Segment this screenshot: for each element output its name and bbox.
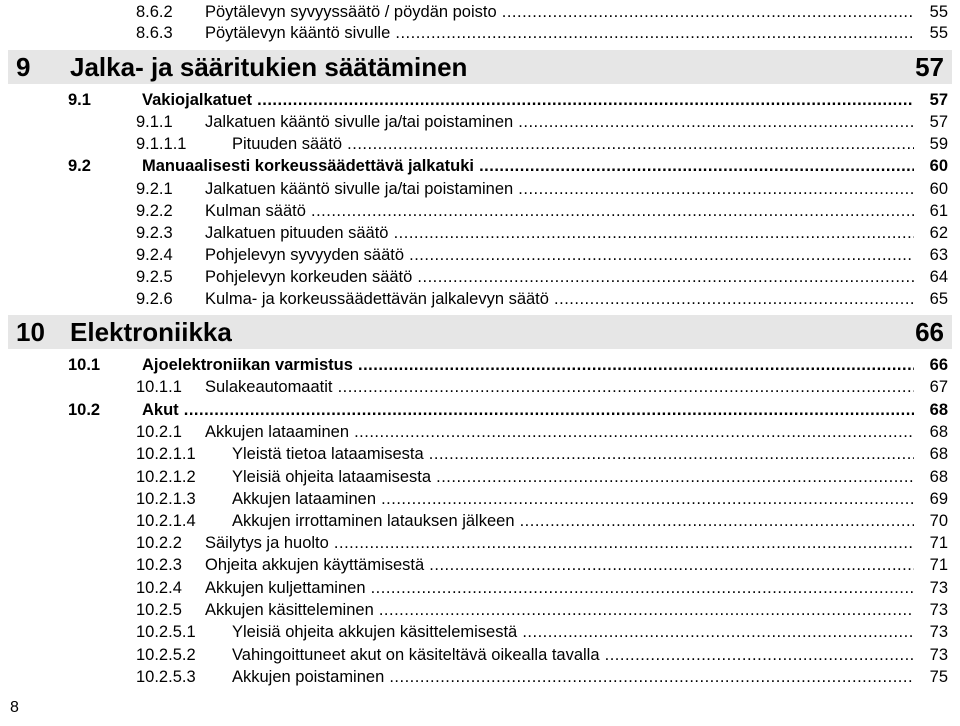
- toc-entry-number: 8.6.2: [136, 3, 173, 21]
- toc-entry: [136, 421, 948, 443]
- toc-entry-page: 64: [914, 266, 948, 288]
- toc-entry-page: 71: [914, 554, 948, 576]
- toc-entry-title: Yleistä tietoa lataamisesta .....: [232, 443, 914, 465]
- toc-entry-title: Jalkatuen pituuden säätö .....: [205, 222, 914, 244]
- toc-entry: [136, 666, 948, 688]
- toc-entry-title: Akkujen lataaminen .....: [232, 488, 914, 510]
- toc-entry-page: 73: [914, 577, 948, 599]
- toc-entry-title: Akkujen kuljettaminen .....: [205, 577, 914, 599]
- toc-entry: [136, 178, 948, 200]
- toc-entry-number: 8.6.3: [136, 24, 173, 42]
- toc-entry-page: 75: [914, 666, 948, 688]
- toc-entry-number: 9.2: [68, 157, 91, 175]
- toc-entry-page: 59: [914, 133, 948, 155]
- toc-entry-title: Jalkatuen kääntö sivulle ja/tai poistaminen .....: [205, 178, 914, 200]
- toc-entry: [136, 266, 948, 288]
- toc-entry-title: Säilytys ja huolto .....: [205, 532, 914, 554]
- toc-entry-title: Vakiojalkatuet .....: [142, 89, 914, 111]
- toc-entry-page: 73: [914, 644, 948, 666]
- chapter-page: 57: [915, 52, 944, 82]
- toc-entry-title: Vahingoittuneet akut on käsiteltävä oikealla tavalla .....: [232, 644, 914, 666]
- toc-entry: [136, 111, 948, 133]
- toc-entry-title: Pöytälevyn kääntö sivulle .....: [205, 22, 914, 44]
- chapter-title: Elektroniikka: [70, 317, 232, 347]
- toc-entry-page: 61: [914, 200, 948, 222]
- toc-entry-number: 10.2.3: [136, 556, 182, 574]
- toc-entry-page: 68: [914, 399, 948, 421]
- toc-entry: [136, 644, 948, 666]
- toc-entry-number: 10.2.5.3: [136, 668, 196, 686]
- toc-entry-number: 10.2.1.3: [136, 490, 196, 508]
- toc-entry-number: 9.1: [68, 91, 91, 109]
- toc-entry-number: 9.2.5: [136, 268, 173, 286]
- toc-entry-number: 9.2.2: [136, 202, 173, 220]
- toc-entry-page: 63: [914, 244, 948, 266]
- toc-entry-title: Jalkatuen kääntö sivulle ja/tai poistaminen .....: [205, 111, 914, 133]
- toc-entry-number: 10.2.5.2: [136, 646, 196, 664]
- chapter-title: Jalka- ja sääritukien säätäminen: [70, 52, 468, 82]
- toc-entry-page: 70: [914, 510, 948, 532]
- chapter-heading-10: [8, 315, 952, 349]
- toc-entry-title: Sulakeautomaatit .....: [205, 376, 914, 398]
- toc-entry: [136, 443, 948, 465]
- toc-entry-page: 68: [914, 443, 948, 465]
- toc-entry-page: 66: [914, 354, 948, 376]
- toc-entry-title: Akut .....: [142, 399, 914, 421]
- toc-entry-number: 10.2: [68, 401, 101, 419]
- toc-entry: [136, 22, 948, 44]
- toc-entry-title: Pituuden säätö .....: [232, 133, 914, 155]
- toc-entry-title: Akkujen käsitteleminen .....: [205, 599, 914, 621]
- toc-entry-title: Akkujen irrottaminen latauksen jälkeen .....: [232, 510, 914, 532]
- toc-entry-title: Pohjelevyn korkeuden säätö .....: [205, 266, 914, 288]
- toc-entry-number: 9.1.1: [136, 113, 173, 131]
- toc-entry: [136, 488, 948, 510]
- toc-entry-number: 10.1.1: [136, 378, 182, 396]
- toc-entry: [136, 376, 948, 398]
- toc-entry-page: 71: [914, 532, 948, 554]
- page-number: 8: [10, 699, 19, 716]
- chapter-heading-9: [8, 50, 952, 84]
- toc-entry: [136, 222, 948, 244]
- toc-entry-page: 57: [914, 89, 948, 111]
- toc-entry: [68, 155, 948, 177]
- toc-entry: [136, 200, 948, 222]
- toc-entry-page: 69: [914, 488, 948, 510]
- toc-entry-number: 10.2.5: [136, 601, 182, 619]
- toc-entry-number: 10.1: [68, 356, 101, 374]
- toc-entry-number: 9.1.1.1: [136, 135, 187, 153]
- toc-entry: [136, 510, 948, 532]
- toc-entry-page: 55: [914, 22, 948, 44]
- toc-entry-page: 68: [914, 466, 948, 488]
- toc-entry-number: 10.2.1.1: [136, 445, 196, 463]
- toc-entry-title: Yleisiä ohjeita lataamisesta .....: [232, 466, 914, 488]
- toc-entry-page: 73: [914, 621, 948, 643]
- toc-entry-number: 10.2.2: [136, 534, 182, 552]
- toc-entry: [68, 354, 948, 376]
- toc-entry: [136, 1, 948, 23]
- toc-entry-number: 10.2.1: [136, 423, 182, 441]
- toc-entry-page: 55: [914, 1, 948, 23]
- toc-entry: [136, 621, 948, 643]
- toc-entry-title: Yleisiä ohjeita akkujen käsittelemisestä .....: [232, 621, 914, 643]
- toc-entry-number: 10.2.4: [136, 579, 182, 597]
- toc-entry-title: Manuaalisesti korkeussäädettävä jalkatuki .....: [142, 155, 914, 177]
- toc-entry: [136, 554, 948, 576]
- toc-entry-title: Pohjelevyn syvyyden säätö .....: [205, 244, 914, 266]
- toc-entry-page: 57: [914, 111, 948, 133]
- toc-entry-page: 67: [914, 376, 948, 398]
- toc-entry-number: 10.2.5.1: [136, 623, 196, 641]
- toc-entry-title: Pöytälevyn syvyyssäätö / pöydän poisto .....: [205, 1, 914, 23]
- toc-entry: [136, 466, 948, 488]
- toc-entry-title: Akkujen poistaminen .....: [232, 666, 914, 688]
- toc-entry-number: 10.2.1.2: [136, 468, 196, 486]
- toc-entry: [136, 599, 948, 621]
- toc-entry-page: 60: [914, 178, 948, 200]
- toc-entry-page: 65: [914, 288, 948, 310]
- toc-entry: [136, 577, 948, 599]
- toc-entry-number: 9.2.6: [136, 290, 173, 308]
- toc-entry-title: Akkujen lataaminen .....: [205, 421, 914, 443]
- toc-entry-page: 60: [914, 155, 948, 177]
- toc-entry-number: 9.2.1: [136, 180, 173, 198]
- toc-entry-number: 9.2.3: [136, 224, 173, 242]
- chapter-number: 10: [16, 317, 45, 347]
- toc-entry-page: 73: [914, 599, 948, 621]
- toc-entry-title: Ajoelektroniikan varmistus .....: [142, 354, 914, 376]
- toc-entry: [68, 89, 948, 111]
- chapter-page: 66: [915, 317, 944, 347]
- toc-entry-page: 62: [914, 222, 948, 244]
- toc-entry-number: 10.2.1.4: [136, 512, 196, 530]
- chapter-number: 9: [16, 52, 31, 82]
- toc-entry-title: Ohjeita akkujen käyttämisestä .....: [205, 554, 914, 576]
- toc-entry-page: 68: [914, 421, 948, 443]
- toc-entry: [136, 133, 948, 155]
- toc-entry-title: Kulman säätö .....: [205, 200, 914, 222]
- toc-entry: [136, 288, 948, 310]
- toc-entry: [136, 244, 948, 266]
- toc-entry-number: 9.2.4: [136, 246, 173, 264]
- toc-entry: [68, 399, 948, 421]
- toc-entry-title: Kulma- ja korkeussäädettävän jalkalevyn säätö .....: [205, 288, 914, 310]
- toc-entry: [136, 532, 948, 554]
